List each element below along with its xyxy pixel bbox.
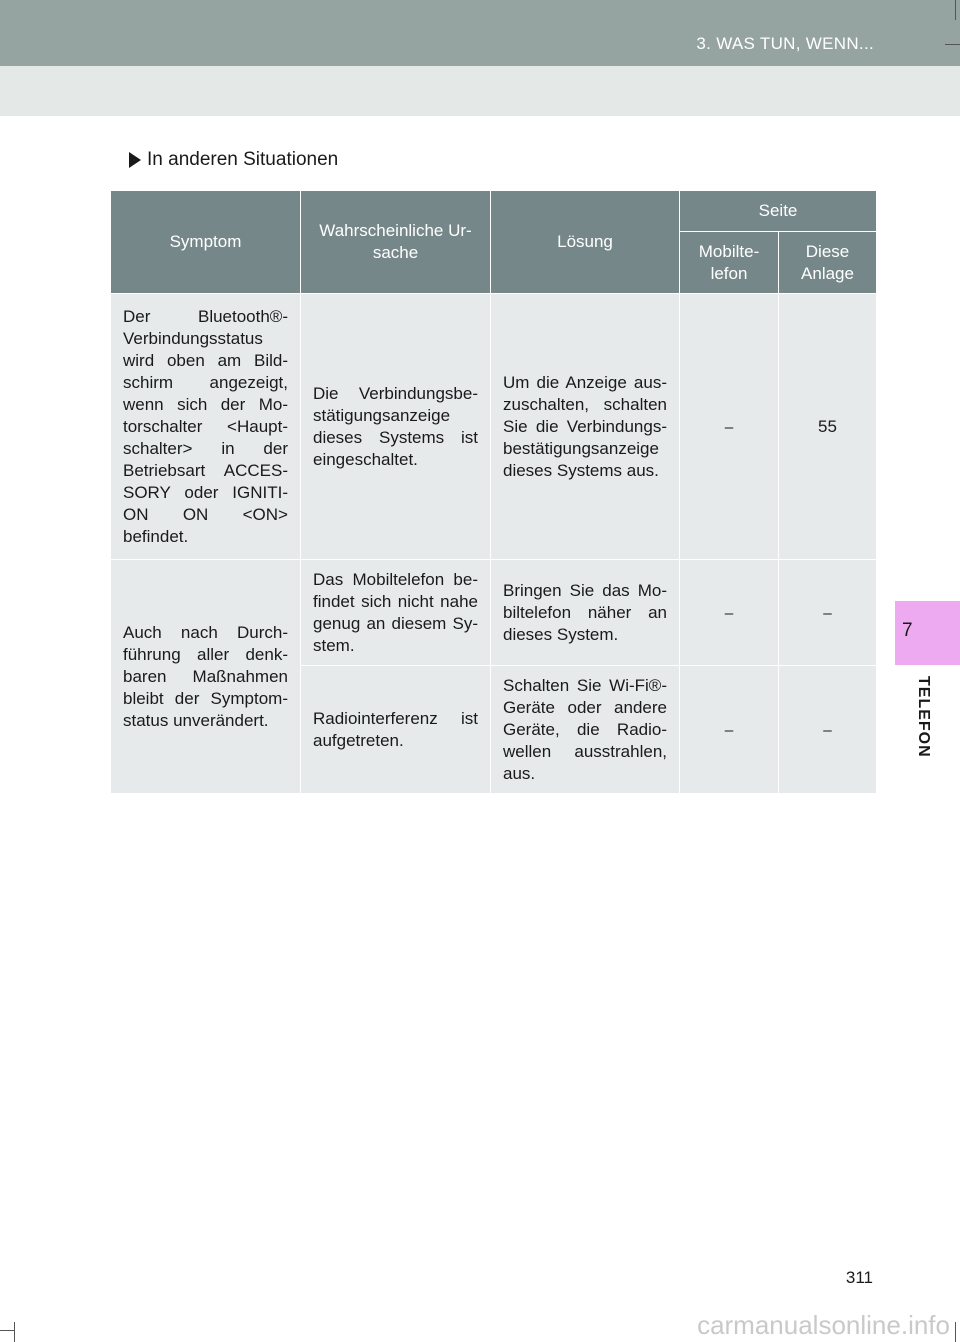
section-heading (129, 149, 338, 171)
symptom-cell: Der Bluetooth®-Verbindungsstatus wird oben am Bild-schirm angezeigt, wenn sich der Mo-torschalter <Haupt-schalter> in der Betriebsart ACCES-SORY oder IGNITI-ON ON <ON> befindet. (111, 294, 301, 560)
page-phone-cell: ⎯ (680, 666, 779, 794)
troubleshooting-table (110, 190, 877, 794)
solution-cell: Schalten Sie Wi-Fi®-Geräte oder andere Geräte, die Radio-wellen ausstrahlen, aus. (491, 666, 680, 794)
solution-cell: Bringen Sie das Mo-biltelefon näher an dieses System. (491, 560, 680, 666)
symptom-cell: Auch nach Durch-führung aller denk-baren Maßnahmen bleibt der Symptom-status unverändert. (111, 560, 301, 794)
header-page-system: Diese Anlage (779, 232, 877, 294)
chapter-tab-label: TELEFON (915, 676, 932, 758)
header-bar (0, 0, 960, 66)
page-system-cell: ⎯ (779, 666, 877, 794)
cause-cell: Radiointerferenz ist aufgetreten. (301, 666, 491, 794)
page-system-cell: ⎯ (779, 560, 877, 666)
table-row (111, 294, 877, 560)
crop-mark (14, 1322, 15, 1342)
section-heading-text: In anderen Situationen (147, 149, 339, 170)
header-page: Seite (680, 191, 877, 232)
header-cause: Wahrscheinliche Ur-sache (301, 191, 491, 294)
chapter-title: 3. WAS TUN, WENN... (696, 34, 874, 53)
page-system-cell: 55 (779, 294, 877, 560)
crop-mark (945, 44, 960, 45)
crop-mark (955, 0, 956, 20)
table-row (111, 560, 877, 666)
page-phone-cell: ⎯ (680, 560, 779, 666)
solution-cell: Um die Anzeige aus-zuschalten, schalten Sie die Verbindungs-bestätigungsanzeige dieses Systems aus. (491, 294, 680, 560)
header-symptom: Symptom (111, 191, 301, 294)
crop-mark (955, 1322, 956, 1342)
cause-cell: Die Verbindungsbe-stätigungsanzeige dieses Systems ist eingeschaltet. (301, 294, 491, 560)
header-solution: Lösung (491, 191, 680, 294)
crop-mark (0, 1330, 14, 1331)
page-phone-cell: ⎯ (680, 294, 779, 560)
cause-cell: Das Mobiltelefon be-findet sich nicht nahe genug an diesem Sy-stem. (301, 560, 491, 666)
chapter-tab-number: 7 (902, 620, 913, 641)
watermark: carmanualsonline.info (697, 1310, 950, 1340)
page-number: 311 (845, 1268, 873, 1287)
header-page-phone: Mobilte-lefon (680, 232, 779, 294)
header-subbar (0, 66, 960, 116)
triangle-bullet-icon (129, 152, 141, 168)
